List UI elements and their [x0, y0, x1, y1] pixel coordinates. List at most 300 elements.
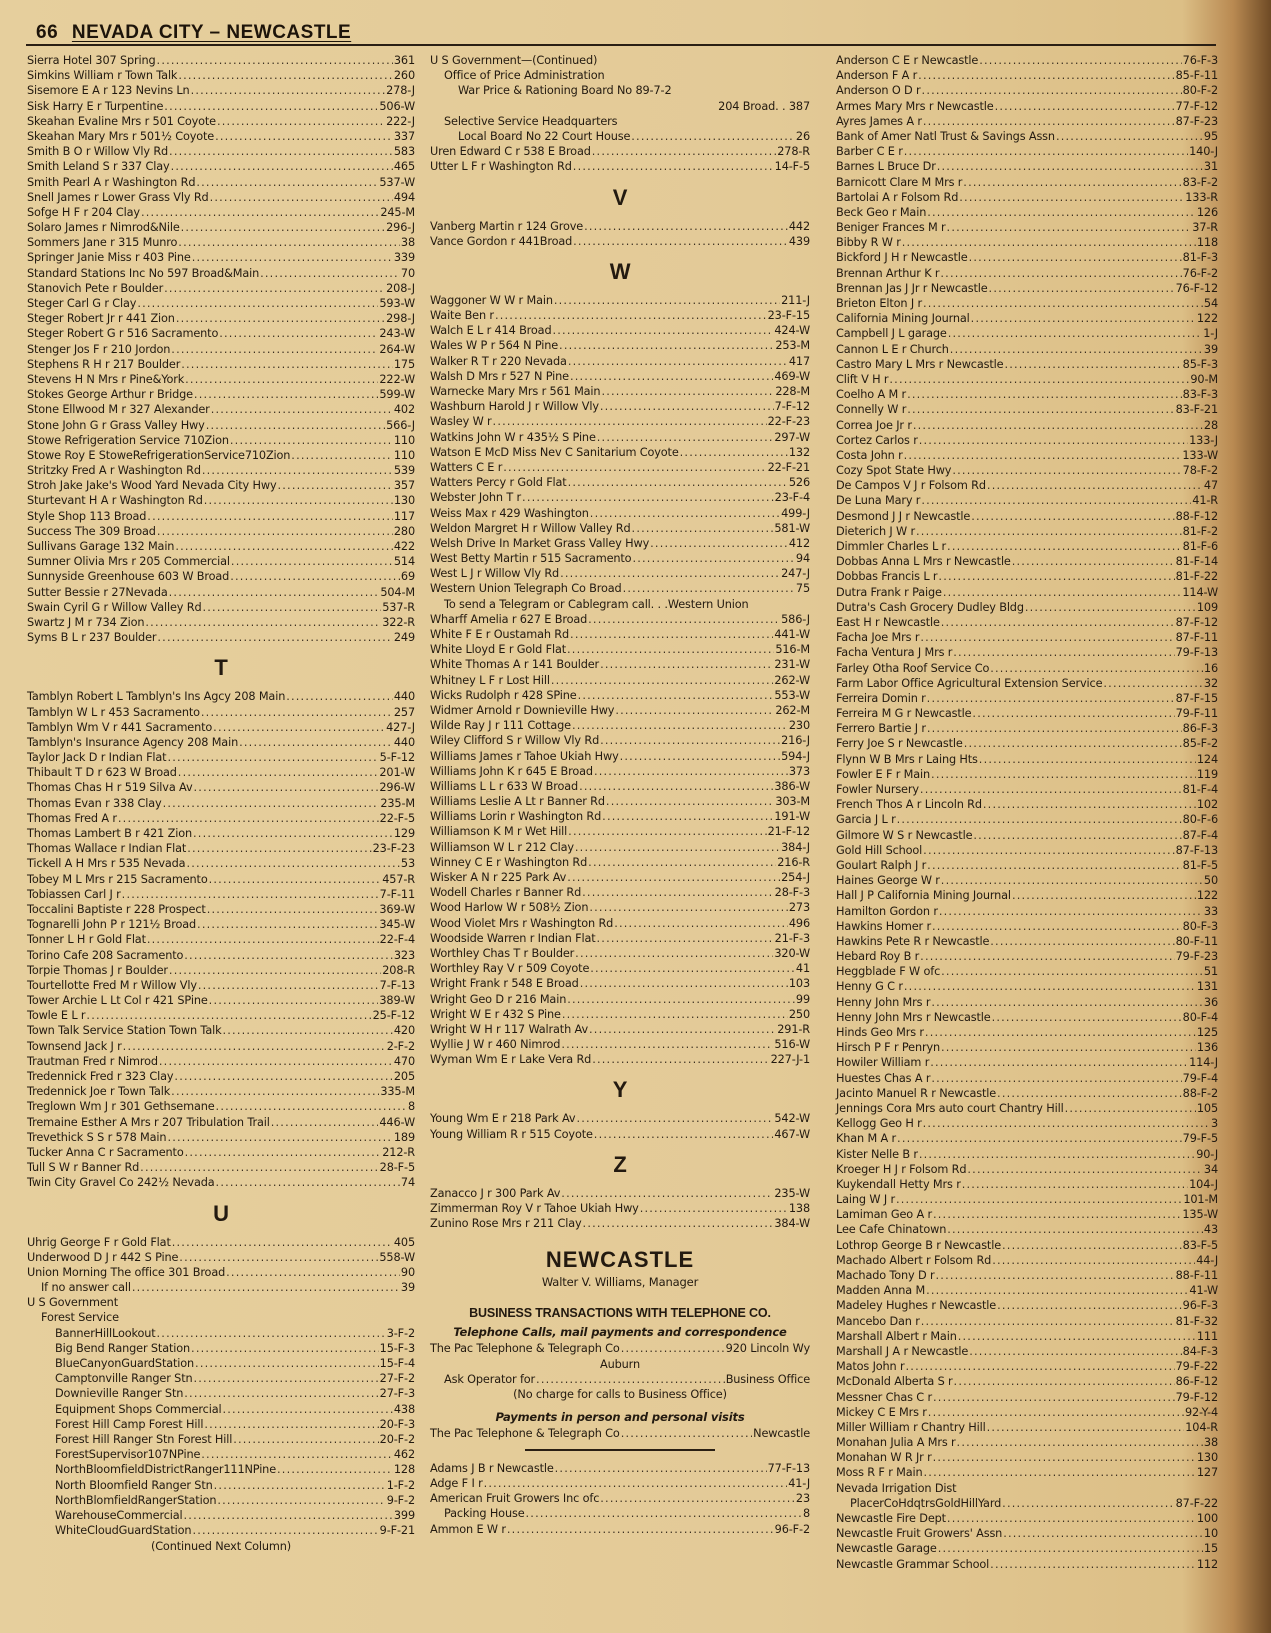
entry-number: 80-F-11 — [1175, 934, 1218, 948]
leader-dots — [987, 1420, 1185, 1435]
entry-name: Henny G C r — [836, 980, 903, 994]
entry-number: 87-F-4 — [1182, 828, 1218, 842]
leader-dots — [921, 1314, 1175, 1329]
listing-entry — [27, 932, 415, 947]
entry-number: 262-M — [775, 703, 810, 717]
leader-dots — [178, 235, 400, 250]
listing-entry — [836, 919, 1218, 934]
entry-number: 50 — [1203, 874, 1218, 888]
entry-name: Walker R T r 220 Nevada — [430, 354, 567, 368]
listing-entry — [27, 902, 415, 917]
listing-entry — [836, 296, 1218, 311]
entry-name: Zimmerman Roy V r Tahoe Ukiah Hwy — [430, 1202, 639, 1215]
listing-entry — [27, 509, 415, 524]
entry-number: 22-F-5 — [379, 811, 415, 825]
entry-name: Wright Frank r 548 E Broad — [430, 977, 579, 991]
leader-dots — [620, 749, 781, 764]
entry-name: Hawkins Homer r — [836, 919, 931, 933]
listing-entry — [27, 53, 415, 68]
leader-dots — [568, 475, 788, 490]
leader-dots — [572, 718, 788, 733]
entry-name: Khan M A r — [836, 1132, 897, 1146]
entry-number: 47 — [1203, 479, 1218, 493]
entry-number: 260 — [393, 69, 415, 83]
entry-name: Widmer Arnold r Downieville Hwy — [430, 703, 615, 717]
leader-dots — [907, 387, 1182, 402]
entry-number: 79-F-23 — [1175, 950, 1218, 964]
leader-dots — [222, 1402, 392, 1417]
entry-number: 337 — [393, 129, 415, 143]
entry-name: Tredennick Joe r Town Talk — [27, 1085, 171, 1099]
entry-number: 117 — [393, 509, 415, 523]
listing-entry — [27, 311, 415, 326]
entry-number: 583 — [393, 145, 415, 159]
entry-number: 23 — [795, 1492, 810, 1506]
entry-number: 8 — [407, 1100, 415, 1114]
entry-name: PlacerCoHdqtrsGoldHillYard — [850, 1496, 1002, 1510]
leader-dots — [561, 1186, 773, 1201]
entry-name: Cortez Carlos r — [836, 433, 918, 447]
leader-dots — [214, 1478, 386, 1493]
listing-entry — [430, 1372, 810, 1387]
entry-number: 69 — [400, 570, 415, 584]
entry-number: 273 — [788, 901, 810, 915]
entry-number: 81-F-3 — [1182, 251, 1218, 265]
entry-name: Zunino Rose Mrs r 211 Clay — [430, 1217, 582, 1231]
listing-entry — [836, 661, 1218, 676]
leader-dots — [157, 1326, 386, 1341]
listing-entry — [430, 144, 810, 159]
entry-name: Tickell A H Mrs r 535 Nevada — [27, 857, 186, 871]
leader-dots — [157, 53, 393, 68]
leader-dots — [171, 342, 378, 357]
leader-dots — [680, 445, 788, 460]
listing-entry — [836, 433, 1218, 448]
listing-entry — [430, 369, 810, 384]
entry-number: 586-J — [781, 612, 810, 626]
listing-entry — [836, 1253, 1218, 1268]
entry-number: 133-W — [1182, 448, 1218, 462]
entry-number: 114-J — [1189, 1056, 1218, 1070]
entry-number: 21-F-3 — [774, 931, 810, 945]
entry-name: Wodell Charles r Banner Rd — [430, 886, 582, 900]
entry-number: 99 — [795, 992, 810, 1006]
listing-entry — [430, 1111, 810, 1126]
listing-entry — [430, 1341, 810, 1356]
entry-number: 96-F-2 — [774, 1522, 810, 1536]
entry-name: Thomas Lambert B r 421 Zion — [27, 827, 193, 840]
entry-number: 119 — [1196, 767, 1218, 781]
entry-name: Flynn W B Mrs r Laing Hts — [836, 752, 978, 766]
entry-number: 129 — [393, 827, 415, 840]
entry-number: 7-F-11 — [379, 887, 415, 901]
leader-dots — [197, 917, 378, 932]
listing-entry — [836, 721, 1218, 736]
leader-dots — [597, 931, 774, 946]
centered-note: Auburn — [600, 1357, 640, 1371]
leader-dots — [947, 539, 1182, 554]
leader-dots — [588, 855, 776, 870]
listing-entry — [27, 478, 415, 493]
leader-dots — [230, 433, 393, 448]
listing-entry — [836, 1192, 1218, 1207]
entry-name: Stroh Jake Jake's Wood Yard Nevada City Hwy — [27, 479, 277, 493]
leader-dots — [176, 311, 385, 326]
listing-entry — [27, 1039, 415, 1054]
entry-name: West L J r Willow Vly Rd — [430, 567, 560, 581]
entry-number: 1-J — [1203, 327, 1218, 341]
leader-dots — [931, 995, 1203, 1010]
entry-number: 235-M — [380, 796, 415, 810]
entry-number: 296-J — [386, 221, 415, 235]
entry-name: Hall J P California Mining Journal — [836, 889, 1011, 903]
entry-number: 2-F-2 — [386, 1039, 415, 1053]
listing-entry — [836, 600, 1218, 615]
listing-entry — [27, 600, 415, 615]
section-letter: W — [609, 258, 631, 284]
entry-number: 9-F-21 — [379, 1524, 415, 1538]
listing-entry — [836, 1147, 1218, 1162]
listing-entry — [836, 114, 1218, 129]
entry-name: Watters C E r — [430, 460, 503, 474]
entry-name: The Pac Telephone & Telegraph Co — [430, 1427, 620, 1441]
entry-name: Walsh D Mrs r 527 N Pine — [430, 369, 569, 383]
entry-name: Williams L L r 633 W Broad — [430, 779, 579, 793]
listing-entry — [836, 1025, 1218, 1040]
entry-number: 111 — [1196, 1329, 1218, 1343]
listing-entry — [836, 964, 1218, 979]
entry-name: White F E r Oustamah Rd — [430, 628, 570, 641]
entry-number: 122 — [1196, 889, 1218, 903]
entry-name: Costa John r — [836, 448, 903, 462]
listing-entry — [27, 326, 415, 341]
listing-column-1 — [27, 53, 415, 1556]
listing-entry — [430, 733, 810, 748]
listing-entry — [430, 809, 810, 824]
entry-number: 516-M — [775, 643, 810, 657]
entry-number: 384-J — [781, 840, 810, 854]
entry-number: 5-F-12 — [379, 751, 415, 765]
listing-entry — [27, 175, 415, 190]
entry-number: 216-R — [777, 855, 810, 869]
listing-entry — [430, 794, 810, 809]
entry-name: White Lloyd E r Gold Flat — [430, 643, 566, 657]
entry-name: Williams Lorin r Washington Rd — [430, 810, 602, 824]
entry-name: Equipment Shops Commercial — [55, 1402, 222, 1416]
entry-name: Webster John T r — [430, 491, 522, 505]
entry-name: BlueCanyonGuardStation — [55, 1357, 195, 1370]
leader-dots — [925, 1025, 1196, 1040]
leader-dots — [164, 281, 385, 296]
entry-number: 105 — [1196, 1101, 1218, 1115]
entry-name: Huestes Chas A r — [836, 1071, 931, 1085]
entry-name: NorthBloomfieldDistrictRanger111NPine — [55, 1463, 276, 1477]
leader-dots — [568, 824, 766, 839]
leader-dots — [989, 281, 1175, 296]
leader-dots — [957, 1435, 1203, 1450]
listing-entry — [836, 524, 1218, 539]
entry-number: 32 — [1203, 676, 1218, 690]
listing-entry — [430, 749, 810, 764]
listing-entry — [430, 308, 810, 323]
listing-entry — [27, 585, 415, 600]
leader-dots — [943, 585, 1182, 600]
listing-entry — [430, 1461, 810, 1476]
entry-number: 10 — [1203, 1527, 1218, 1541]
entry-name: Castro Mary L Mrs r Newcastle — [836, 357, 1004, 371]
entry-name: Stone Ellwood M r 327 Alexander — [27, 403, 210, 417]
entry-number: 339 — [393, 251, 415, 265]
leader-dots — [940, 266, 1181, 281]
leader-dots — [947, 1222, 1203, 1237]
leader-dots — [217, 114, 385, 129]
entry-number: 402 — [393, 403, 415, 417]
entry-number: 43 — [1203, 1223, 1218, 1237]
listing-entry — [836, 1374, 1218, 1389]
entry-number: 262-W — [774, 673, 810, 687]
entry-number: 133-R — [1185, 190, 1218, 204]
leader-dots — [206, 418, 385, 433]
leader-dots — [579, 779, 773, 794]
listing-entry — [430, 338, 810, 353]
entry-number: 28-F-3 — [774, 886, 810, 900]
entry-number: 87-F-23 — [1175, 114, 1218, 128]
entry-number: 128 — [393, 1463, 415, 1477]
entry-name: Dutra's Cash Grocery Dudley Bldg — [836, 600, 1024, 614]
entry-name: Kister Nelle B r — [836, 1147, 918, 1161]
leader-dots — [141, 205, 379, 220]
entry-number: 22-F-4 — [379, 933, 415, 947]
listing-entry — [27, 1356, 415, 1371]
entry-number: 7-F-12 — [774, 400, 810, 414]
entry-name: Syms B L r 237 Boulder — [27, 631, 157, 645]
entry-name: Sommers Jane r 315 Munro — [27, 236, 178, 250]
entry-number: 537-W — [379, 175, 415, 189]
leader-dots — [990, 934, 1174, 949]
entry-number: 78-F-2 — [1182, 464, 1218, 478]
entry-name: Whitney L F r Lost Hill — [430, 673, 550, 687]
listing-entry — [27, 1099, 415, 1114]
entry-name: Haines George W r — [836, 874, 940, 888]
listing-entry — [27, 524, 415, 539]
leader-dots — [896, 1192, 1182, 1207]
listing-entry — [430, 688, 810, 703]
leader-dots — [551, 673, 774, 688]
leader-dots — [181, 357, 393, 372]
listing-entry — [27, 811, 415, 826]
entry-name: East H r Newcastle — [836, 615, 940, 629]
entry-number: 81-F-2 — [1182, 524, 1218, 538]
entry-name: Welsh Drive In Market Grass Valley Hwy — [430, 536, 650, 550]
listing-entry — [430, 1522, 810, 1537]
entry-name: Anderson F A r — [836, 69, 918, 83]
entry-number: 38 — [400, 236, 415, 250]
leader-dots — [192, 250, 393, 265]
entry-name: Connelly W r — [836, 403, 907, 417]
entry-name: Winney C E r Washington Rd — [430, 855, 588, 869]
leader-dots — [157, 524, 393, 539]
entry-name: Bickford J H r Newcastle — [836, 251, 968, 265]
leader-dots — [922, 83, 1182, 98]
entry-number: 599-W — [379, 388, 415, 402]
entry-number: Business Office — [725, 1372, 810, 1386]
listing-entry — [836, 539, 1218, 554]
leader-dots — [906, 1359, 1175, 1374]
leader-dots — [933, 1390, 1175, 1405]
entry-number: 110 — [393, 433, 415, 447]
entry-name: Howiler William r — [836, 1056, 930, 1070]
listing-entry — [430, 1491, 810, 1506]
entry-number: 84-F-3 — [1182, 1344, 1218, 1358]
entry-number: 16 — [1203, 661, 1218, 675]
entry-number: 100 — [1196, 1512, 1218, 1525]
leader-dots — [930, 1055, 1188, 1070]
leader-dots — [184, 948, 393, 963]
listing-entry — [27, 463, 415, 478]
leader-dots — [201, 705, 393, 720]
entry-number: 70 — [400, 266, 415, 280]
entry-name: Swartz J M r 734 Zion — [27, 615, 145, 629]
entry-number: 235-W — [774, 1186, 810, 1200]
entry-name: Tourtellotte Fred M r Willow Vly — [27, 978, 197, 992]
leader-dots — [186, 856, 399, 871]
entry-number: 264-W — [379, 342, 415, 356]
entry-number: 245-M — [380, 205, 415, 219]
leader-dots — [938, 1541, 1203, 1556]
listing-entry — [430, 323, 810, 338]
listing-entry — [27, 387, 415, 402]
leader-dots — [575, 946, 773, 961]
listing-entry — [836, 888, 1218, 903]
leader-dots — [140, 1160, 379, 1175]
listing-entry — [430, 1506, 810, 1521]
listing-entry — [27, 1523, 415, 1538]
leader-dots — [904, 979, 1196, 994]
entry-number: 205 — [393, 1070, 415, 1083]
listing-entry — [27, 342, 415, 357]
entry-number: 322-R — [382, 615, 415, 629]
entry-name: Tower Archie L Lt Col r 421 SPine — [27, 994, 208, 1008]
leader-dots — [615, 703, 774, 718]
entry-name: Uhrig George F r Gold Flat — [27, 1235, 171, 1249]
entry-number: 581-W — [774, 521, 810, 535]
listing-entry — [27, 68, 415, 83]
listing-entry — [27, 1386, 415, 1401]
entry-number: 109 — [1196, 600, 1218, 614]
listing-entry — [836, 1390, 1218, 1405]
entry-name: Springer Janie Miss r 403 Pine — [27, 251, 191, 265]
entry-number: 112 — [1196, 1557, 1218, 1571]
leader-dots — [202, 463, 393, 478]
leader-dots — [918, 68, 1174, 83]
listing-entry — [836, 585, 1218, 600]
listing-entry — [27, 948, 415, 963]
entry-number: 86-F-12 — [1175, 1375, 1218, 1389]
listing-entry — [836, 1010, 1218, 1025]
entry-name: Wyman Wm E r Lake Vera Rd — [430, 1053, 592, 1067]
entry-name: Matos John r — [836, 1360, 905, 1374]
leader-dots — [185, 1145, 382, 1160]
entry-name: Washburn Harold J r Willow Vly — [430, 400, 599, 414]
leader-dots — [597, 430, 774, 445]
leader-dots — [582, 885, 774, 900]
listing-entry — [430, 551, 810, 566]
listing-entry — [27, 1160, 415, 1175]
entry-number: 127 — [1196, 1466, 1218, 1480]
leader-dots — [979, 53, 1181, 68]
entry-name: Lothrop George B r Newcastle — [836, 1238, 1001, 1252]
leader-dots — [927, 691, 1175, 706]
listing-entry — [27, 1145, 415, 1160]
entry-number: 526 — [788, 476, 810, 490]
listing-entry — [836, 250, 1218, 265]
entry-number: 389-W — [379, 994, 415, 1008]
entry-number: 44-J — [1196, 1253, 1218, 1267]
leader-dots — [889, 372, 1189, 387]
entry-name: De Luna Mary r — [836, 494, 921, 508]
entry-name: Anderson O D r — [836, 84, 921, 98]
listing-entry — [836, 1420, 1218, 1435]
entry-number: 81-F-6 — [1182, 540, 1218, 553]
leader-dots — [621, 1426, 752, 1441]
listing-entry — [430, 703, 810, 718]
entry-number: 417 — [788, 354, 810, 368]
listing-entry — [836, 311, 1218, 326]
listing-entry — [836, 99, 1218, 114]
listing-entry — [836, 736, 1218, 751]
entry-number: 90-M — [1190, 372, 1218, 386]
entry-number: 594-J — [781, 749, 810, 763]
centered-note: (No charge for calls to Business Office) — [513, 1387, 727, 1401]
listing-entry — [430, 234, 810, 249]
listing-entry — [430, 566, 810, 581]
entry-number: 191-W — [774, 810, 810, 824]
entry-name: Stowe Roy E StoweRefrigerationService710Zion — [27, 448, 291, 462]
listing-entry — [836, 357, 1218, 372]
listing-entry — [430, 159, 810, 174]
listing-entry — [27, 569, 415, 584]
entry-name: Trautman Fred r Nimrod — [27, 1054, 158, 1068]
leader-dots — [559, 338, 774, 353]
leader-dots — [495, 308, 767, 323]
leader-dots — [936, 1268, 1175, 1283]
entry-number: 208-R — [382, 963, 415, 977]
listing-entry — [836, 83, 1218, 98]
entry-number: 27-F-3 — [379, 1387, 415, 1401]
entry-name: Watters Percy r Gold Flat — [430, 476, 567, 490]
listing-entry — [836, 752, 1218, 767]
entry-number: 77-F-12 — [1175, 99, 1218, 113]
entry-name: Wood Violet Mrs r Washington Rd — [430, 916, 614, 930]
entry-number: 3-F-2 — [386, 1326, 415, 1340]
entry-number: 438 — [393, 1402, 415, 1416]
entry-number: 539 — [393, 464, 415, 478]
leader-dots — [924, 1465, 1196, 1480]
listing-entry — [27, 978, 415, 993]
leader-dots — [927, 205, 1196, 220]
listing-entry — [836, 1541, 1218, 1556]
listing-entry — [836, 205, 1218, 220]
leader-dots — [971, 311, 1196, 326]
leader-dots — [997, 1086, 1182, 1101]
leader-dots — [568, 354, 788, 369]
leader-dots — [222, 1023, 392, 1038]
entry-name: Bank of Amer Natl Trust & Savings Assn — [836, 129, 1055, 143]
leader-dots — [198, 978, 379, 993]
entry-name: Correa Joe Jr r — [836, 418, 912, 432]
entry-number: 21-F-12 — [767, 825, 810, 839]
leader-dots — [291, 448, 393, 463]
